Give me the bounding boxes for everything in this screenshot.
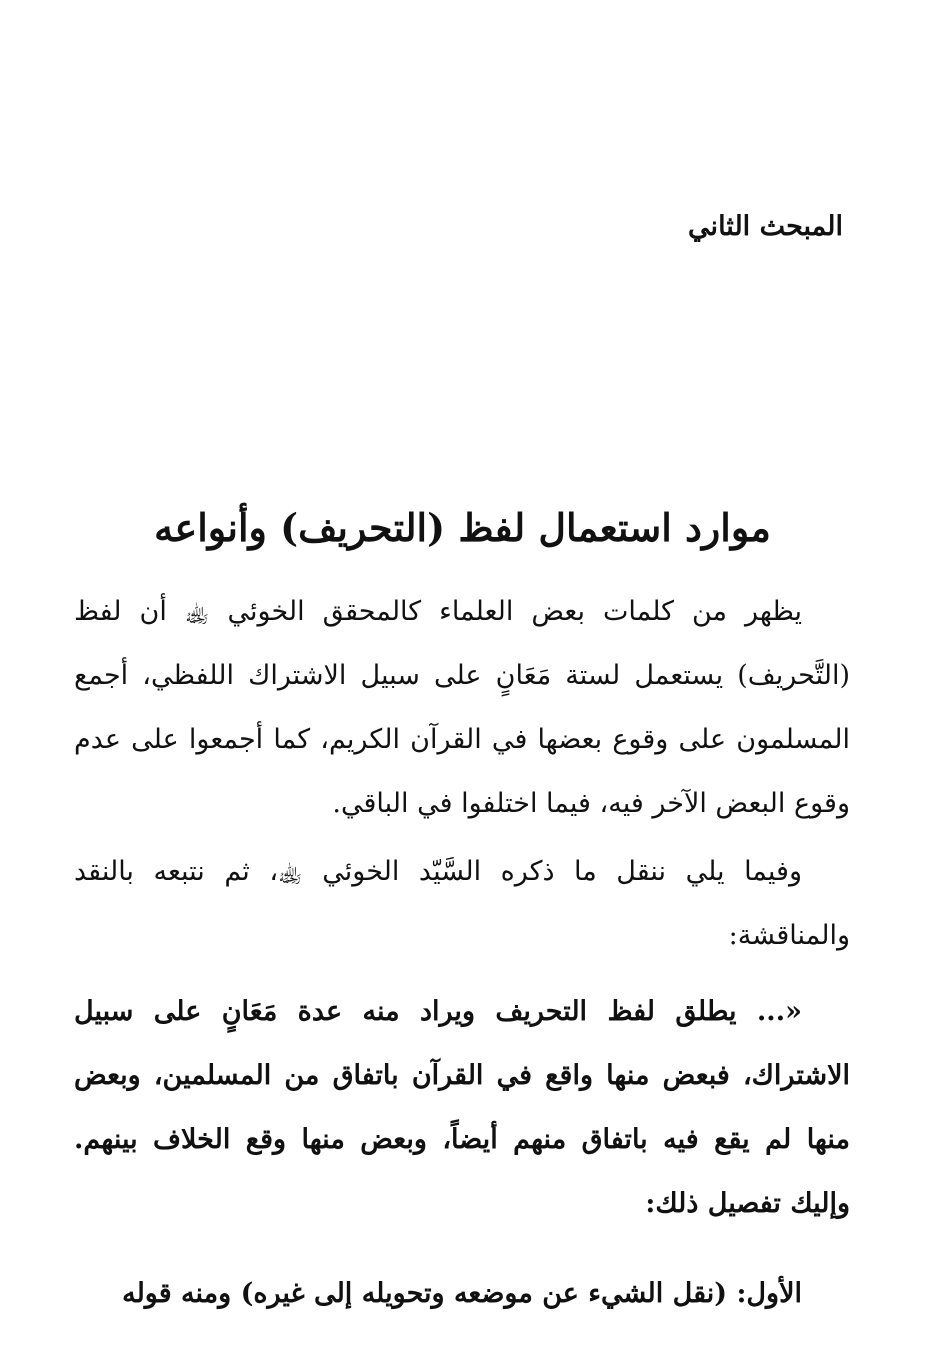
paragraph-transition: وفيما يلي ننقل ما ذكره السَّيّد الخوئي ﵀، ثم نتبعه بالنقد والمناقشة: bbox=[74, 856, 850, 951]
paragraph-quotation: «... يطلق لفظ التحريف ويراد منه عدة مَعَانٍ على سبيل الاشتراك، فبعض منها واقع في القرآن باتفاق من المسلمين، وبعض منها لم يقع فيه باتفاق منهم أيضاً، وبعض منها وقع الخلاف بينهم. وإليك تفصيل ذلك: bbox=[74, 996, 850, 1219]
section-label: المبحث الثاني bbox=[688, 211, 843, 242]
paragraph-first-meaning: الأول: (نقل الشيء عن موضعه وتحويله إلى غيره) ومنه قوله bbox=[122, 1278, 802, 1309]
paragraph-intro: يظهر من كلمات بعض العلماء كالمحقق الخوئي ﵀ أن لفظ (التَّحريف) يستعمل لستة مَعَانٍ على سبيل الاشتراك اللفظي، أجمع المسلمون على وقوع بعضها في القرآن الكريم، كما أجمعوا على عدم وقوع البعض الآخر فيه، فيما اختلفوا في الباقي. bbox=[74, 596, 850, 819]
chapter-title: موارد استعمال لفظ (التحريف) وأنواعه bbox=[154, 505, 771, 550]
